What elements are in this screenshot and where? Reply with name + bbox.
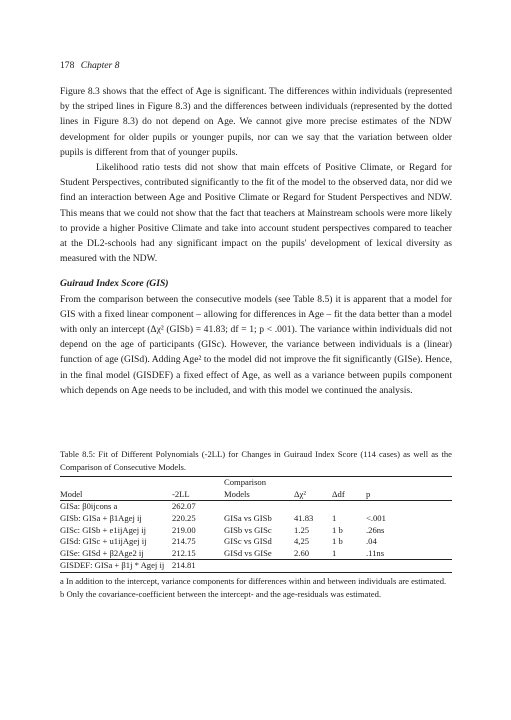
cell-chi: 4,25: [294, 536, 310, 547]
cell-ll: 220.25: [172, 512, 196, 523]
cell-p: [366, 501, 452, 513]
table-note-b: b Only the covariance-coefficient between the intercept- and the age-residuals was estimated.: [60, 588, 382, 599]
cell-ll: 212.15: [172, 548, 224, 560]
cell-ll: 262.07: [172, 501, 196, 512]
cell-model: GISd: GISc + u1ijAgej ij: [60, 536, 147, 547]
cell-models: GISd vs GISe: [224, 548, 294, 560]
cell-df: 1 b: [332, 536, 343, 547]
cell-model: GISa: β0ijcons a: [60, 501, 118, 512]
table-group-header-row: [60, 477, 452, 489]
cell-p: [366, 560, 452, 573]
cell-model: GISc: GISb + e1ijAgej ij: [60, 524, 147, 535]
cell-p: .11ns: [366, 548, 452, 560]
table-row: [60, 513, 452, 525]
table-row: [60, 560, 452, 573]
table-caption: Table 8.5: Fit of Different Polynomials (-2LL) for Changes in Guiraud Index Score (114 cases) as well as the Comparison of Consecutive Models.: [60, 449, 452, 472]
body-text: [60, 84, 452, 398]
paragraph-3: From the comparison between the consecutive models (see Table 8.5) it is apparent that a model for GIS with a fixed linear component – allowing for differences in Age – fit the data better than a model with only an intercept (Δχ² (GISb) = 41.83; df = 1; p < .001). The variance within individuals did not depend on the age of participants (GISc). However, the variance between individuals is a (linear) function of age (GISd). Adding Age² to the model did not improve the fit significantly (GISe). Hence, in the final model (GISDEF) a fixed effect of Age, as well as a variance between pupils component which depends on Age needs to be included, and with this model we continued the analysis.: [60, 293, 452, 396]
header-df: Δdf: [332, 489, 366, 501]
paragraph-1: Figure 8.3 shows that the effect of Age is significant. The differences within individuals (represented by the striped lines in Figure 8.3) and the differences between individuals (represented by the dotted lines in Figure 8.3) do not depend on Age. We cannot give more precise estimates of the NDW development for older pupils or younger pupils, nor can we say that the variation between older pupils is different from that of younger pupils.: [60, 86, 452, 158]
table-row: [60, 501, 452, 513]
cell-df: 1 b: [332, 524, 343, 535]
cell-df: [332, 560, 366, 573]
cell-df: [332, 501, 366, 513]
cell-chi: [294, 501, 332, 513]
section-heading: Guiraud Index Score (GIS): [60, 278, 169, 290]
cell-p: .04: [366, 536, 377, 547]
cell-chi: 2.60: [294, 548, 332, 560]
cell-chi: [294, 560, 332, 573]
cell-df: 1: [332, 548, 366, 560]
cell-models: GISc vs GISd: [224, 536, 272, 547]
cell-model: GISe: GISd + β2Age2 ij: [60, 548, 172, 560]
cell-chi: 1.25: [294, 524, 310, 535]
table-row: [60, 548, 452, 560]
table-notes: [60, 575, 452, 600]
cell-ll: 214.75: [172, 536, 196, 547]
cell-chi: 41.83: [294, 512, 314, 523]
cell-models: GISb vs GISc: [224, 524, 272, 535]
table-8-5: [60, 448, 452, 600]
cell-model: GISb: GISa + β1Agej ij: [60, 512, 142, 523]
cell-df: 1: [332, 512, 337, 523]
paragraph-2: Likelihood ratio tests did not show that main effcets of Positive Climate, or Regard for Student Perspectives, contributed significantly to the fit of the model to the observed data, nor did we find an interaction between Age and Positive Climate or Regard for Student Perspectives and NDW. This means that we could not show that the fact that teachers at Mainstream schools were more likely to provide a higher Positive Climate and take into account student perspectives compared to teacher at the DL2-schools had any significant impact on the pupils' development of lexical diversity as measured with the NDW.: [60, 162, 452, 265]
header-models: Models: [224, 489, 294, 501]
table-row: [60, 525, 452, 537]
cell-models: [224, 560, 294, 573]
cell-ll: 219.00: [172, 524, 196, 535]
table-note-a: a In addition to the intercept, variance components for differences within and between individuals are estimated.: [60, 575, 447, 586]
header-chi: Δχ²: [294, 489, 332, 501]
comparison-header: Comparison: [224, 477, 452, 489]
cell-models: [224, 501, 294, 513]
cell-p: .26ns: [366, 524, 385, 535]
fit-table: [60, 476, 452, 573]
header-2ll: -2LL: [172, 489, 224, 501]
table-header-row: [60, 489, 452, 501]
cell-model: GISDEF: GISa + β1j * Agej ij: [60, 560, 172, 573]
chapter-label: Chapter 8: [80, 60, 120, 71]
header-p: p: [366, 489, 452, 501]
cell-models: GISa vs GISb: [224, 512, 272, 523]
cell-p: <.001: [366, 512, 386, 523]
header-model: Model: [60, 489, 172, 501]
running-head: [60, 60, 119, 71]
cell-ll: 214.81: [172, 560, 224, 573]
table-row: [60, 536, 452, 548]
page-number: 178: [60, 60, 75, 71]
